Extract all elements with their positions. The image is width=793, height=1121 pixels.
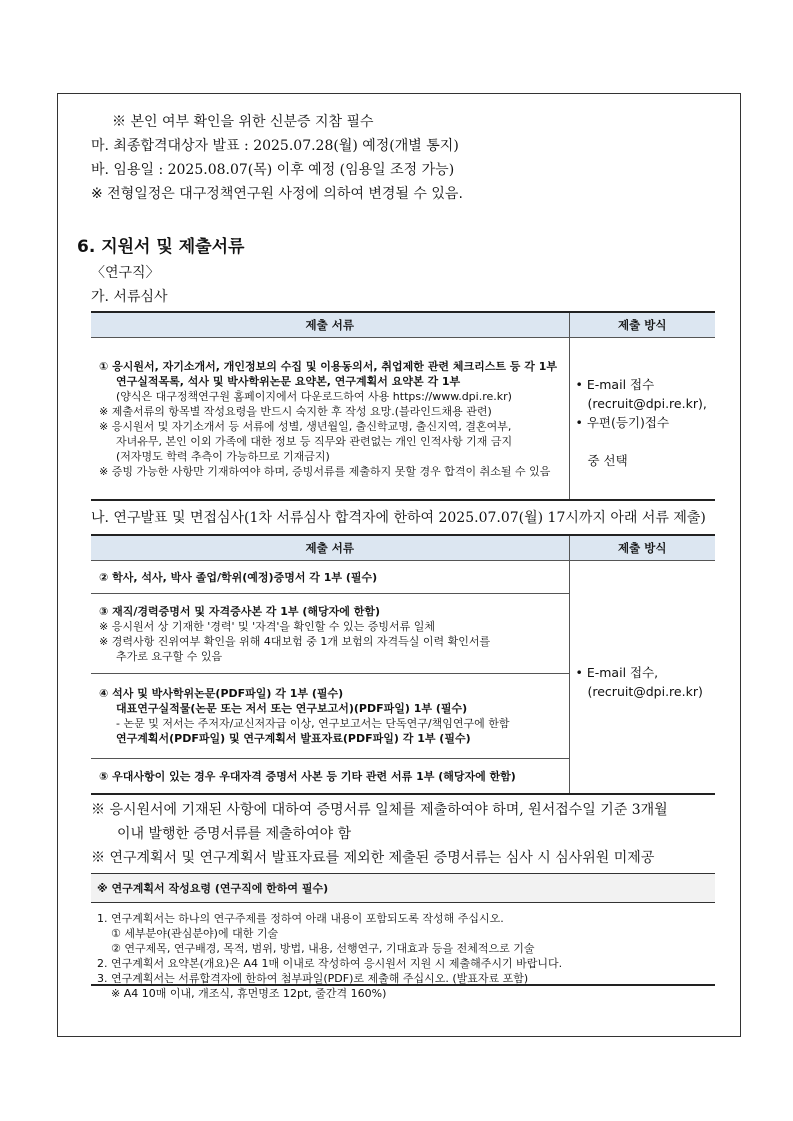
doc-line: ※ 경력사항 진위여부 확인을 위해 4대보험 중 1개 보험의 자격득실 이력 확인서를: [99, 634, 491, 648]
method-line: (recruit@dpi.re.kr),: [587, 396, 707, 411]
method-line: • E-mail 접수: [575, 377, 655, 392]
document-screening-table: [91, 311, 715, 501]
guide-line: 3. 연구계획서는 서류합격자에 한하여 첨부파일(PDF)로 제출해 주십시오. (발표자료 포함): [97, 972, 529, 985]
docs-group-career: [91, 594, 569, 674]
doc-line: - 논문 및 저서는 주저자/교신저자급 이상, 연구보고서는 단독연구/책임연구에 한함: [116, 717, 510, 730]
schedule-note: ※ 전형일정은 대구정책연구원 사정에 의하여 변경될 수 있음.: [91, 186, 463, 202]
doc-line: ※ 증빙 가능한 사항만 기재하여야 하며, 증빙서류를 제출하지 못할 경우 합격이 취소될 수 있음: [99, 464, 551, 478]
appoint-date-item: 바. 임용일 : 2025.08.07(목) 이후 예정 (임용일 조정 가능): [91, 162, 455, 178]
doc-line: 연구계획서(PDF파일) 및 연구계획서 발표자료(PDF파일) 각 1부 (필수): [116, 732, 471, 745]
section-title: 6. 지원서 및 제출서류: [77, 237, 245, 257]
col-header-docs: 제출 서류: [91, 312, 569, 338]
guide-line: ① 세부분야(관심분야)에 대한 기술: [111, 927, 279, 940]
doc-line: ① 응시원서, 자기소개서, 개인정보의 수집 및 이용동의서, 취업제한 관련 체크리스트 등 각 1부: [99, 359, 557, 373]
guide-line: ② 연구제목, 연구배경, 목적, 범위, 방법, 내용, 선행연구, 기대효과 등을 전체적으로 기술: [111, 942, 535, 955]
id-note: ※ 본인 여부 확인을 위한 신분증 지참 필수: [112, 114, 374, 130]
research-plan-guide: [91, 873, 715, 1000]
doc-line: 자녀유무, 본인 이외 가족에 대한 정보 등 직무와 관련없는 개인 인적사항 기재 금지: [116, 434, 513, 448]
docs-group-degree: [91, 561, 569, 594]
doc-line: ※ 제출서류의 항목별 작성요령을 반드시 숙지한 후 작성 요망.(블라인드채용 관련): [99, 404, 492, 418]
col-header-method: 제출 방식: [569, 535, 715, 561]
note-certificates: ※ 응시원서에 기재된 사항에 대하여 증명서류 일체를 제출하여야 하며, 원서접수일 기준 3개월: [91, 802, 668, 818]
doc-line: ④ 석사 및 박사학위논문(PDF파일) 각 1부 (필수): [99, 687, 344, 700]
guide-line: 1. 연구계획서는 하나의 연구주제를 정하여 아래 내용이 포함되도록 작성해 주십시오.: [97, 912, 504, 925]
note-materials: ※ 연구계획서 및 연구계획서 발표자료를 제외한 제출된 증명서류는 심사 시 심사위원 미제공: [91, 850, 655, 866]
docs-group-thesis: [91, 674, 569, 759]
doc-line: 대표연구실적물(논문 또는 저서 또는 연구보고서)(PDF파일) 1부 (필수): [116, 702, 468, 715]
guide-title: ※ 연구계획서 작성요령 (연구직에 한하여 필수): [91, 873, 715, 903]
doc-line: ※ 응시원서 및 자기소개서 등 서류에 성별, 생년월일, 출신학교명, 출신지역, 결혼여부,: [99, 419, 512, 433]
method-line: • E-mail 접수,: [575, 665, 659, 680]
presentation-interview-table: [91, 534, 715, 795]
method-line: (recruit@dpi.re.kr): [587, 684, 703, 699]
doc-line: 연구실적목록, 석사 및 박사학위논문 요약본, 연구계획서 요약본 각 1부: [116, 374, 461, 388]
doc-line: (저자명도 학력 추측이 가능하므로 기재금지): [116, 449, 330, 463]
category-label: 〈연구직〉: [91, 265, 160, 281]
method-line: 중 선택: [587, 453, 628, 468]
doc-line: 추가로 요구할 수 있음: [116, 649, 223, 663]
guide-line: ※ A4 10매 이내, 개조식, 휴먼명조 12pt, 줄간격 160%): [111, 987, 387, 1000]
step-ga-label: 가. 서류심사: [91, 289, 168, 305]
method-line: • 우편(등기)접수: [575, 415, 670, 430]
col-header-docs: 제출 서류: [91, 535, 569, 561]
step-na-label: 나. 연구발표 및 면접심사(1차 서류심사 합격자에 한하여 2025.07.07(월) 17시까지 아래 서류 제출): [91, 510, 706, 526]
doc-line: ※ 응시원서 상 기재한 '경력' 및 '자격'을 확인할 수 있는 증빙서류 일체: [99, 619, 436, 633]
docs-group-preference: [91, 759, 569, 795]
docs-cell: [91, 338, 569, 501]
note-certificates-cont: 이내 발행한 증명서류를 제출하여야 함: [117, 826, 352, 842]
method-cell: [569, 338, 715, 501]
final-announce-item: 마. 최종합격대상자 발표 : 2025.07.28(월) 예정(개별 통지): [91, 138, 459, 154]
doc-line: ③ 재직/경력증명서 및 자격증사본 각 1부 (해당자에 한함): [99, 604, 380, 618]
method-cell: [569, 561, 715, 795]
doc-line: (양식은 대구정책연구원 홈페이지에서 다운로드하여 사용 https://www.dpi.re.kr): [116, 389, 512, 403]
doc-line: ⑤ 우대사항이 있는 경우 우대자격 증명서 사본 등 기타 관련 서류 1부 (해당자에 한함): [99, 769, 516, 783]
guide-line: 2. 연구계획서 요약본(개요)은 A4 1매 이내로 작성하여 응시원서 지원 시 제출해주시기 바랍니다.: [97, 957, 563, 970]
col-header-method: 제출 방식: [569, 312, 715, 338]
doc-line: ② 학사, 석사, 박사 졸업/학위(예정)증명서 각 1부 (필수): [99, 570, 378, 584]
